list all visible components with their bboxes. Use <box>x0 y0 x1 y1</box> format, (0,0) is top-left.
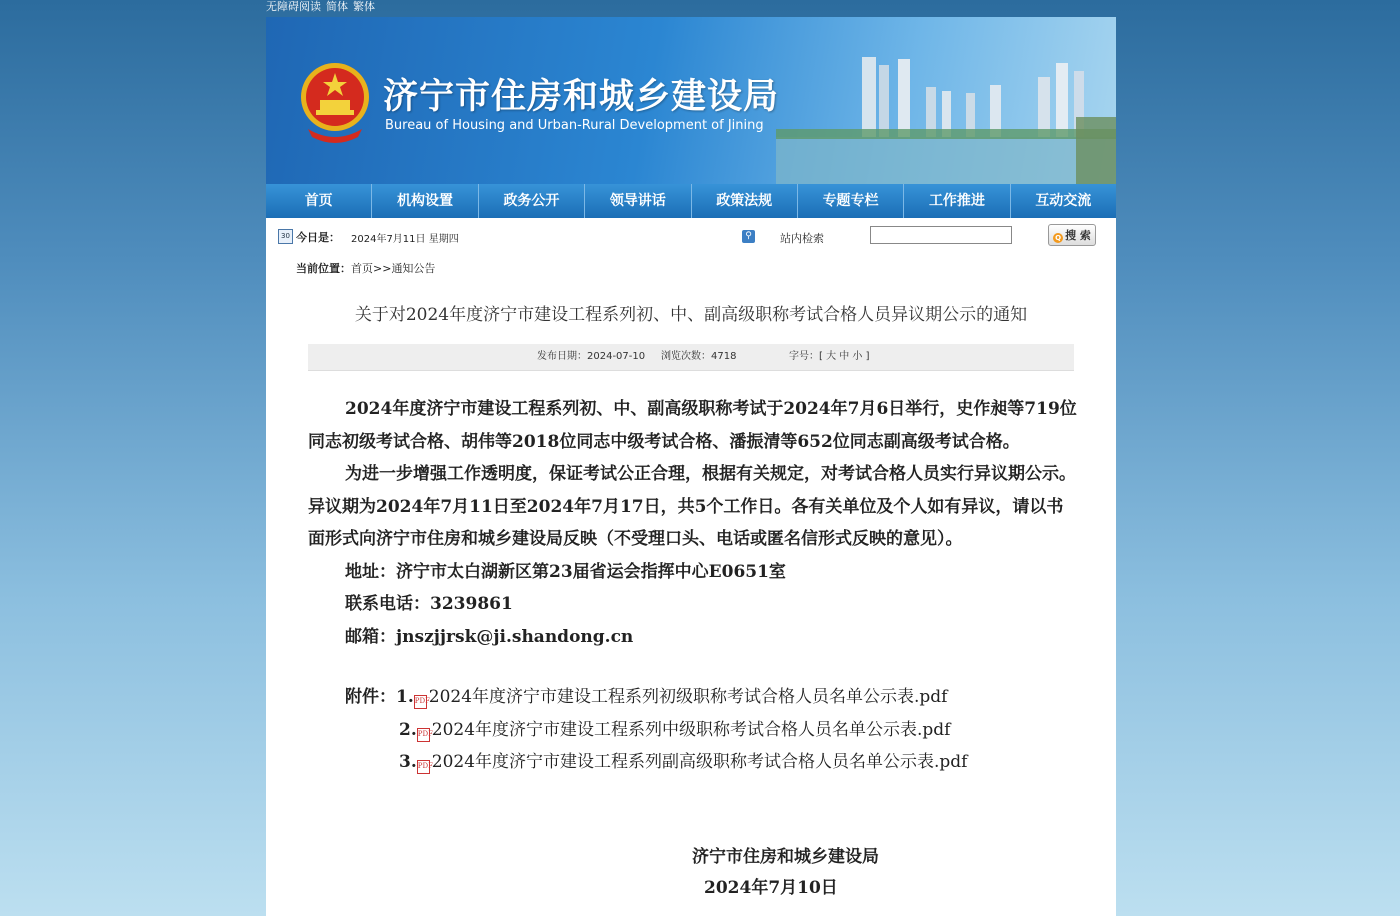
nav-policies[interactable]: 政策法规 <box>692 184 798 218</box>
signing-date: 2024年7月10日 <box>704 878 838 898</box>
search-button-icon: Q <box>1053 233 1063 243</box>
nav-interaction[interactable]: 互动交流 <box>1035 193 1092 209</box>
view-count: 浏览次数：4718 <box>661 351 737 362</box>
breadcrumb-current[interactable]: 通知公告 <box>391 262 436 275</box>
pdf-icon: PDF <box>417 760 430 774</box>
attachment-number: 2. <box>399 719 417 740</box>
top-links <box>266 0 380 14</box>
nav-government-affairs[interactable]: 政务公开 <box>479 184 585 218</box>
font-size-control[interactable]: 字号：[ 大 中 小 ] <box>789 351 870 362</box>
attachments-label: 附件： <box>345 687 396 707</box>
toolbar <box>266 221 1116 249</box>
attachment-item <box>345 681 967 714</box>
attachments <box>345 681 967 779</box>
today-label: 今日是： <box>296 231 340 244</box>
header-banner <box>266 17 1116 184</box>
publish-date: 发布日期：2024-07-10 <box>537 351 646 362</box>
simplified-link[interactable]: 简体 <box>326 0 348 13</box>
breadcrumb-separator: >> <box>373 262 392 275</box>
contact-phone: 联系电话：3239861 <box>345 594 513 614</box>
site-title: 济宁市住房和城乡建设局 <box>383 77 780 117</box>
breadcrumb-label: 当前位置： <box>296 262 351 275</box>
article-body <box>308 393 1078 653</box>
search-icon: ⚲ <box>742 230 755 243</box>
search-button[interactable] <box>1048 224 1096 246</box>
signing-organization: 济宁市住房和城乡建设局 <box>692 847 879 867</box>
search-input[interactable] <box>870 226 1012 244</box>
today-date: 2024年7月11日 星期四 <box>351 234 459 245</box>
site-subtitle: Bureau of Housing and Urban-Rural Development of Jining <box>385 118 764 133</box>
calendar-icon: 30 <box>278 229 293 244</box>
article-title: 关于对2024年度济宁市建设工程系列初、中、副高级职称考试合格人员异议期公示的通知 <box>354 305 1028 325</box>
nav-home[interactable]: 首页 <box>266 184 372 218</box>
search-button-label: 搜 索 <box>1065 229 1091 242</box>
attachment-number: 3. <box>399 752 417 772</box>
page-container <box>266 17 1116 916</box>
attachment-link[interactable]: 2024年度济宁市建设工程系列副高级职称考试合格人员名单公示表.pdf <box>431 752 968 772</box>
national-emblem-icon <box>298 57 372 145</box>
attachment-link[interactable]: 2024年度济宁市建设工程系列初级职称考试合格人员名单公示表.pdf <box>428 687 948 707</box>
pdf-icon: PDF <box>417 728 430 742</box>
traditional-link[interactable]: 繁体 <box>353 0 375 13</box>
attachment-item <box>345 714 967 747</box>
main-nav <box>266 184 1116 218</box>
paragraph-objection: 为进一步增强工作透明度，保证考试公正合理，根据有关规定，对考试合格人员实行异议期公示。异议期为2024年7月11日至2024年7月17日，共5个工作日。各有关单位及个人如有异议，请以书面形式向济宁市住房和城乡建设局反映（不受理口头、电话或匿名信形式反映的意见）。 <box>308 464 1076 549</box>
article-meta <box>308 344 1074 371</box>
attachment-link[interactable]: 2024年度济宁市建设工程系列中级职称考试合格人员名单公示表.pdf <box>431 719 951 740</box>
search-label: 站内检索 <box>780 232 824 245</box>
nav-leader-speeches[interactable]: 领导讲话 <box>585 184 691 218</box>
accessible-reading-link[interactable]: 无障碍阅读 <box>266 0 321 13</box>
nav-organization[interactable]: 机构设置 <box>372 184 478 218</box>
breadcrumb-home[interactable]: 首页 <box>351 262 373 275</box>
attachment-item <box>345 746 967 779</box>
contact-address: 地址：济宁市太白湖新区第23届省运会指挥中心E0651室 <box>345 561 786 582</box>
attachment-number: 1. <box>396 687 414 707</box>
paragraph-results: 2024年度济宁市建设工程系列初、中、副高级职称考试于2024年7月6日举行，史作昶等719位同志初级考试合格、胡伟等2018位同志中级考试合格、潘振清等652位同志副高级考试合格。 <box>308 399 1077 452</box>
city-skyline-image <box>776 47 1116 184</box>
nav-special-topics[interactable]: 专题专栏 <box>798 184 904 218</box>
nav-work-progress[interactable]: 工作推进 <box>904 184 1010 218</box>
pdf-icon: PDF <box>414 695 427 709</box>
contact-email: 邮箱：jnszjjrsk@ji.shandong.cn <box>345 626 634 647</box>
breadcrumb <box>296 260 435 276</box>
